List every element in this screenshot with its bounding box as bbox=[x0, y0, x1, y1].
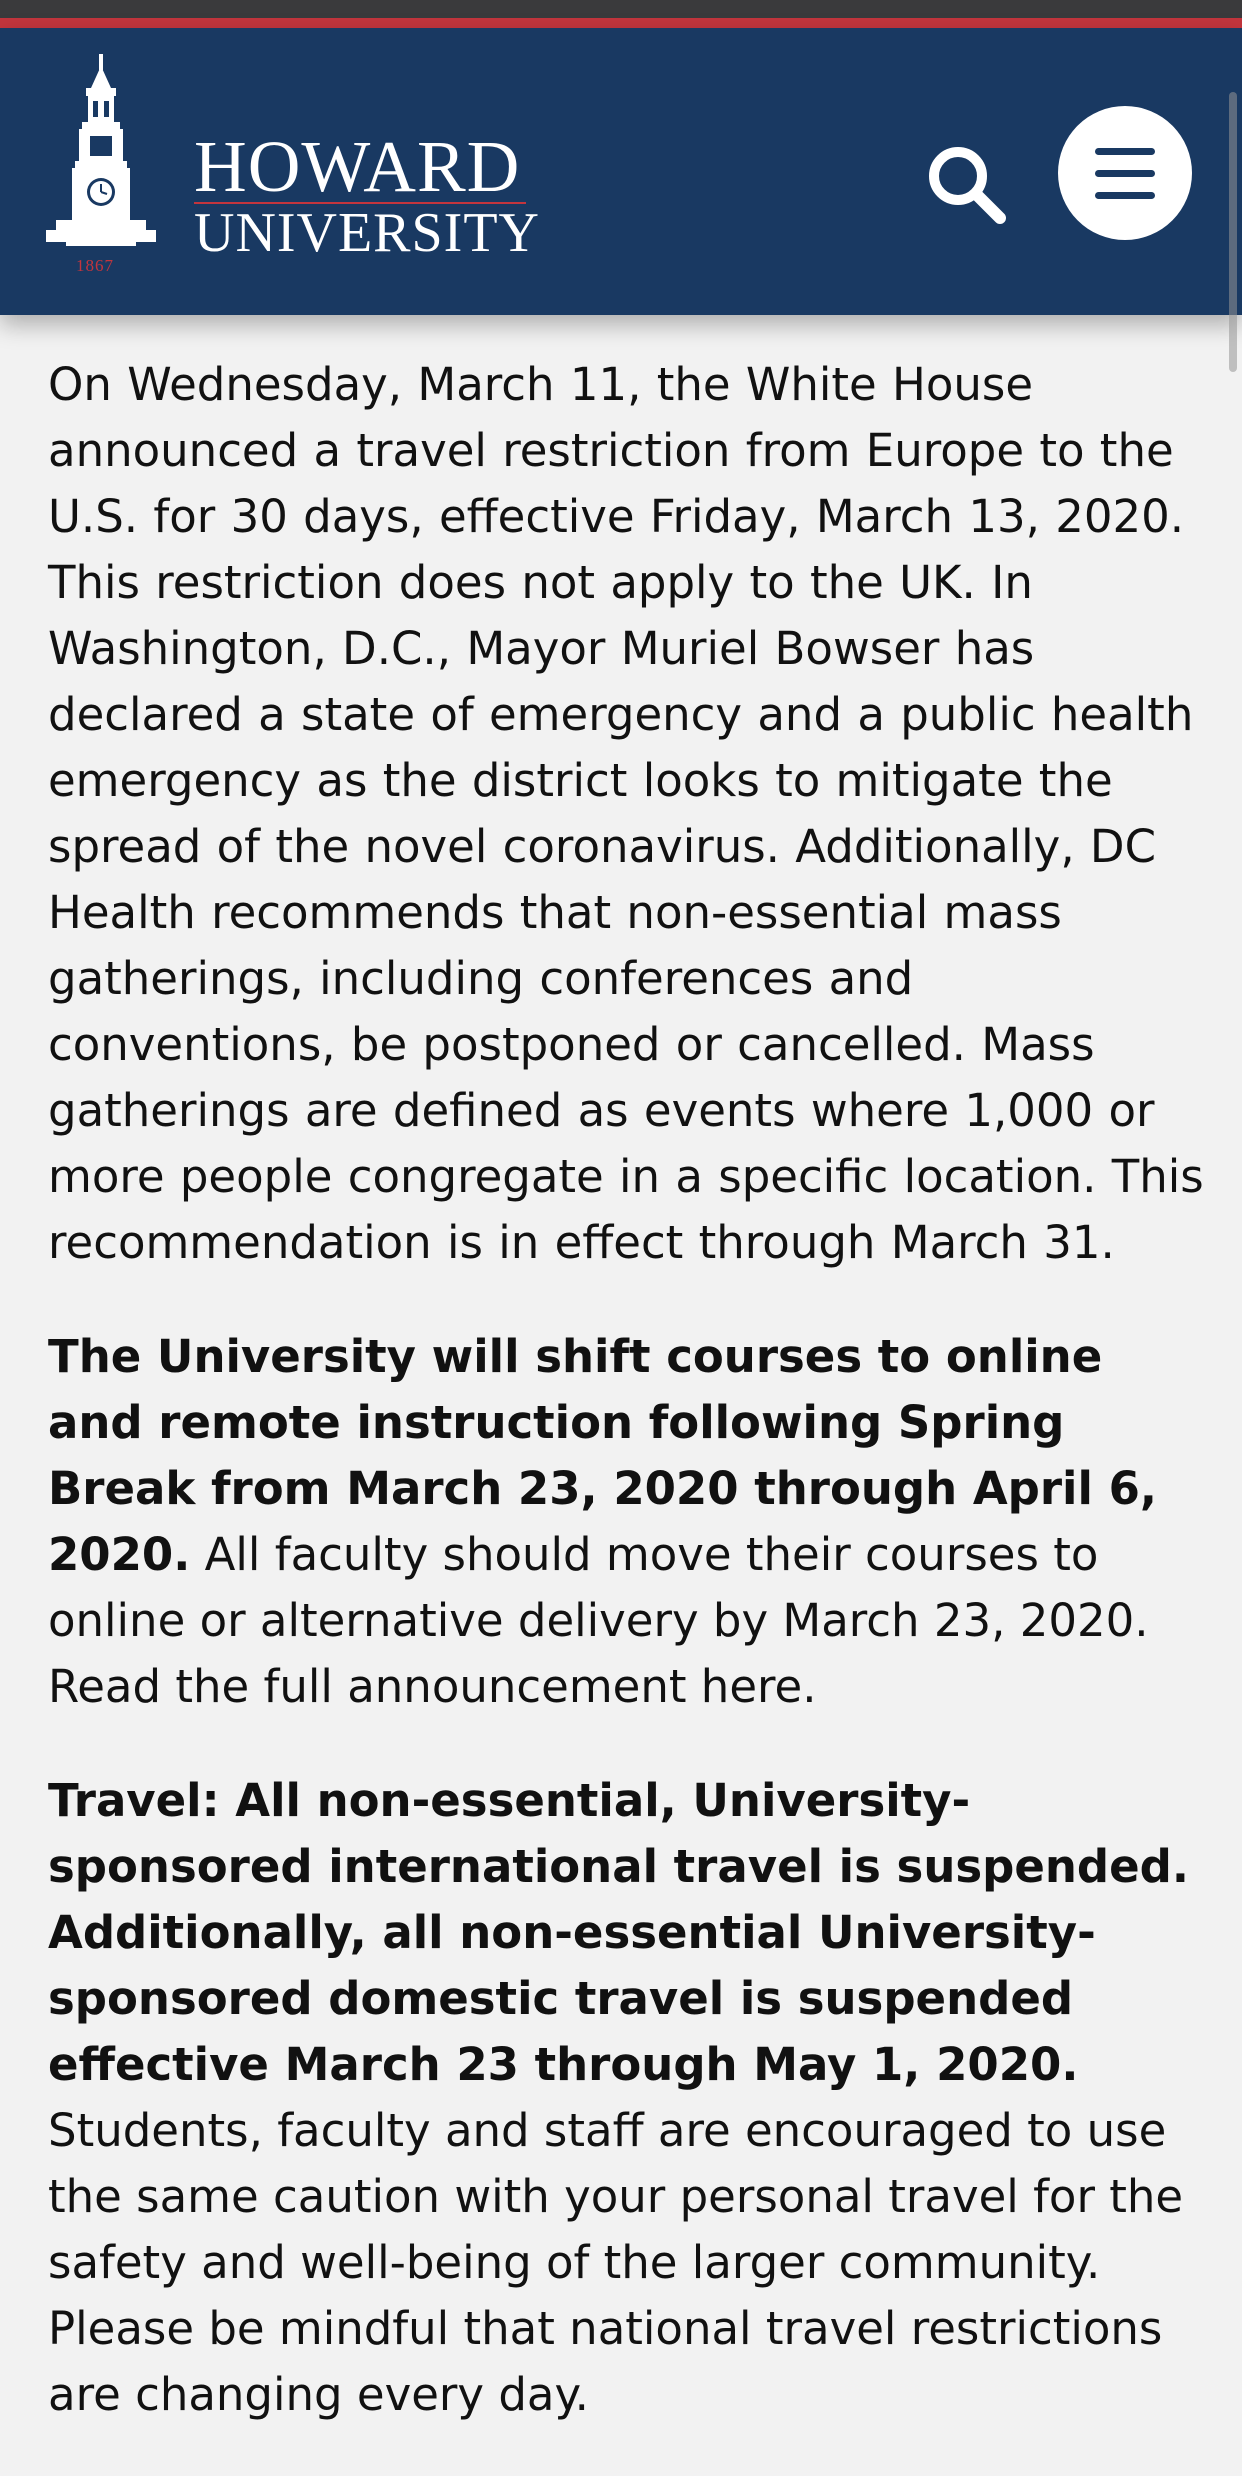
founding-year: 1867 bbox=[76, 256, 114, 275]
announcement-paragraph-2-text: All faculty should move their courses to online or alternative delivery by March 23, 2020. Read the full announcement here. bbox=[48, 1528, 1149, 1713]
hamburger-menu-icon bbox=[1095, 192, 1155, 199]
logo-wordmark bbox=[194, 126, 540, 264]
university-logo[interactable] bbox=[46, 54, 566, 284]
hamburger-menu-icon bbox=[1095, 170, 1155, 177]
status-bar-strip bbox=[0, 0, 1242, 18]
announcement-content bbox=[48, 352, 1208, 2476]
accent-stripe bbox=[0, 18, 1242, 28]
hamburger-menu-icon bbox=[1095, 148, 1155, 155]
site-header bbox=[0, 28, 1242, 315]
search-icon bbox=[922, 140, 1012, 230]
logo-line-1: HOWARD bbox=[194, 132, 526, 204]
announcement-paragraph-3-bold: Travel: All non-essential, University-sponsored international travel is suspended. Additionally, all non-essential University-sponsored domestic travel is suspended effective March 23 through May 1, 2020. bbox=[48, 1774, 1189, 2091]
logo-line-2: UNIVERSITY bbox=[194, 202, 540, 264]
announcement-paragraph-3 bbox=[48, 1768, 1208, 2428]
announcement-paragraph-2 bbox=[48, 1324, 1208, 1720]
search-button[interactable] bbox=[922, 140, 1012, 230]
announcement-paragraph-1: On Wednesday, March 11, the White House announced a travel restriction from Europe to the U.S. for 30 days, effective Friday, March 13, 2020. This restriction does not apply to the UK. In Washington, D.C., Mayor Muriel Bowser has declared a state of emergency and a public health emergency as the district looks to mitigate the spread of the novel coronavirus. Additionally, DC Health recommends that non-essential mass gatherings, including conferences and conventions, be postponed or cancelled. Mass gatherings are defined as events where 1,000 or more people congregate in a specific location. This recommendation is in effect through March 31. bbox=[48, 358, 1204, 1269]
announcement-paragraph-3-text: Students, faculty and staff are encouraged to use the same caution with your personal travel for the safety and well-being of the larger community. Please be mindful that national travel restrictions are changing every day. bbox=[48, 2104, 1184, 2421]
clock-tower-icon bbox=[46, 54, 156, 254]
page-scrollbar[interactable] bbox=[1229, 92, 1237, 372]
menu-button[interactable] bbox=[1058, 106, 1192, 240]
announcement-paragraph-2-bold: The University will shift courses to online and remote instruction following Spring Break from March 23, 2020 through April 6, 2020. bbox=[48, 1330, 1157, 1581]
